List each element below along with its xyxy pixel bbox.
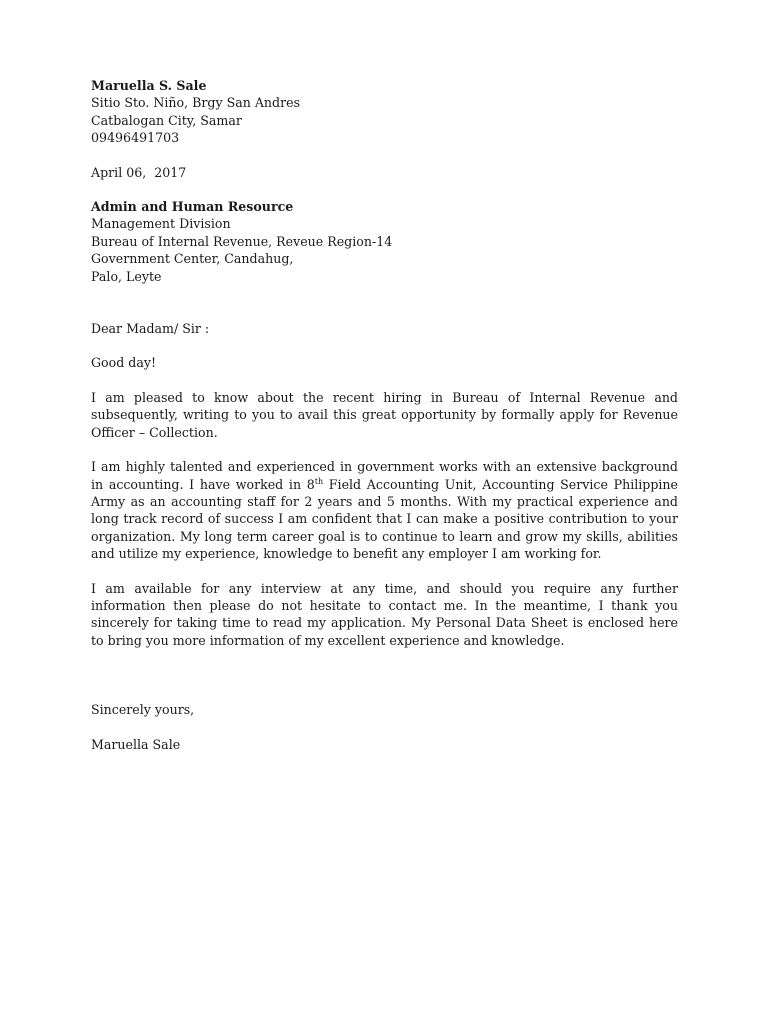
body-paragraph-3: I am available for any interview at any time, and should you require any further information then please do not hesitate to contact me. In the meantime, I thank you sincerely for taking time to read my application. My Personal Data Sheet is enclosed here to bring you more information of my excellent experience and knowledge. (91, 580, 678, 648)
recipient-line-1: Management Division (91, 216, 231, 232)
recipient-line-4: Palo, Leyte (91, 268, 162, 284)
recipient-line-2: Bureau of Internal Revenue, Reveue Region-14 (91, 233, 393, 249)
spacer (91, 181, 678, 198)
greeting: Good day! (91, 355, 157, 371)
letter-page (91, 77, 678, 753)
sender-name: Maruella S. Sale (91, 78, 207, 93)
spacer (91, 285, 678, 320)
spacer (91, 563, 678, 580)
recipient-line-3: Government Center, Candahug, (91, 251, 294, 267)
signature-name: Maruella Sale (91, 736, 181, 752)
spacer (91, 372, 678, 389)
body-paragraph-1: I am pleased to know about the recent hiring in Bureau of Internal Revenue and subsequently, writing to you to avail this great opportunity by formally apply for Revenue Officer – Collection. (91, 389, 678, 440)
sender-address-line-1: Sitio Sto. Niño, Brgy San Andres (91, 95, 301, 111)
sender-address-line-2: Catbalogan City, Samar (91, 112, 242, 128)
spacer (91, 719, 678, 736)
spacer (91, 337, 678, 354)
body-paragraph-2-part-b: Field Accounting Unit, Accounting Service Philippine Army as an accounting staff for 2 years and 5 months. With my practical experience and long track record of success I am confident that I can make a positive contribution to your organization. My long term career goal is to continue to learn and grow my skills, abilities and utilize my experience, knowledge to benefit any employer I am working for. (91, 476, 678, 562)
salutation: Dear Madam/ Sir : (91, 321, 210, 337)
spacer (91, 441, 678, 458)
body-paragraph-2-part-a: I am highly talented and experienced in government works with an extensive background in accounting. I have worked in 8 (91, 459, 678, 492)
sender-phone: 09496491703 (91, 130, 180, 146)
ordinal-superscript: th (314, 476, 324, 486)
spacer (91, 147, 678, 164)
spacer (91, 649, 678, 701)
recipient-title: Admin and Human Resource (91, 199, 294, 215)
closing: Sincerely yours, (91, 702, 195, 718)
body-paragraph-2 (91, 458, 678, 562)
letter-date: April 06, 2017 (91, 164, 187, 180)
